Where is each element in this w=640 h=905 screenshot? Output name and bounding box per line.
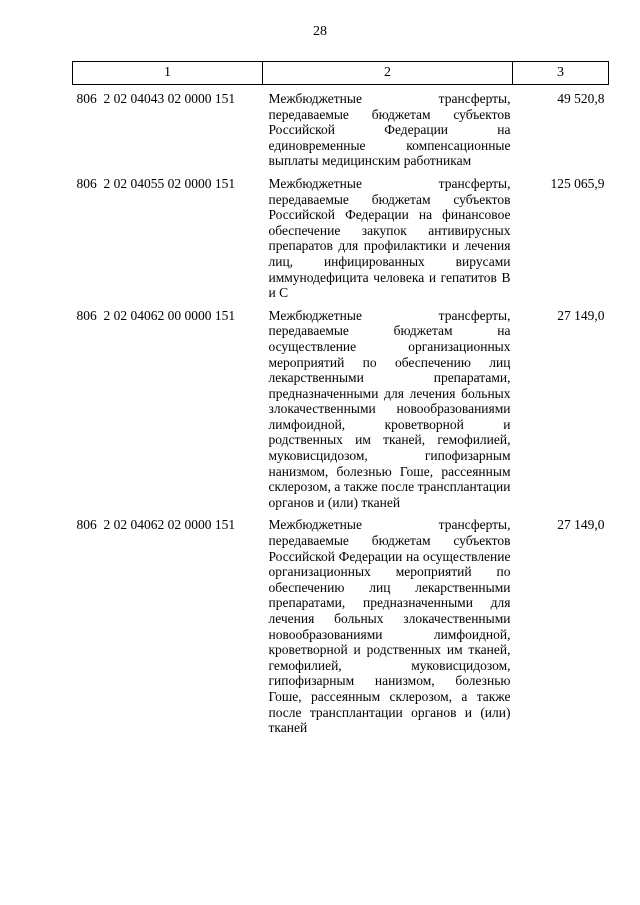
table-row	[73, 517, 609, 742]
budget-amount: 125 065,9	[550, 175, 605, 191]
budget-table	[72, 61, 609, 743]
table-header	[73, 62, 609, 85]
table-row	[73, 176, 609, 308]
budget-description: Межбюджетные трансферты, передаваемые бюджетам субъектов Российской Федерации на осуществление организационных мероприятий по обеспечению лиц лекарственными препаратами, предназначенными для лечения больных злокачественными новообразованиями лимфоидной, кроветворной и родственных им тканей, гемофилией, муковисцидозом, гипофизарным нанизмом, болезнью Гоше, рассеянным склерозом, а также после трансплантации органов и (или) тканей	[268, 517, 511, 736]
table-row	[73, 85, 609, 176]
budget-description: Межбюджетные трансферты, передаваемые бюджетам субъектов Российской Федерации на единовременные компенсационные выплаты медицинским работникам	[268, 91, 511, 169]
table-body	[73, 85, 609, 743]
table-row	[73, 308, 609, 518]
page-number: 28	[313, 24, 327, 39]
budget-code: 806 2 02 04062 00 0000 151	[76, 307, 236, 323]
budget-code: 806 2 02 04043 02 0000 151	[76, 91, 236, 106]
budget-description: Межбюджетные трансферты, передаваемые бюджетам на осуществление организационных мероприятий по обеспечению лиц лекарственными препаратами, предназначенными для лечения больных злокачественными новообразованиями лимфоидной, кроветворной и родственных им тканей, гемофилией, муковисцидозом, гипофизарным нанизмом, болезнью Гоше, рассеянным склерозом, а также после трансплантации органов и (или) тканей	[268, 307, 511, 510]
budget-amount: 27 149,0	[557, 517, 605, 533]
budget-code: 806 2 02 04055 02 0000 151	[76, 175, 236, 191]
budget-amount: 49 520,8	[557, 91, 605, 106]
header-col-1: 1	[73, 62, 263, 85]
budget-description: Межбюджетные трансферты, передаваемые бюджетам субъектов Российской Федерации на финансовое обеспечение закупок антивирусных препаратов для профилактики и лечения лиц, инфицированных вирусами иммунодефицита человека и гепатитов В и С	[268, 175, 511, 301]
budget-code: 806 2 02 04062 02 0000 151	[76, 517, 236, 533]
budget-amount: 27 149,0	[557, 307, 605, 323]
header-col-3: 3	[513, 62, 609, 85]
header-col-2: 2	[263, 62, 513, 85]
header-row	[73, 62, 609, 85]
